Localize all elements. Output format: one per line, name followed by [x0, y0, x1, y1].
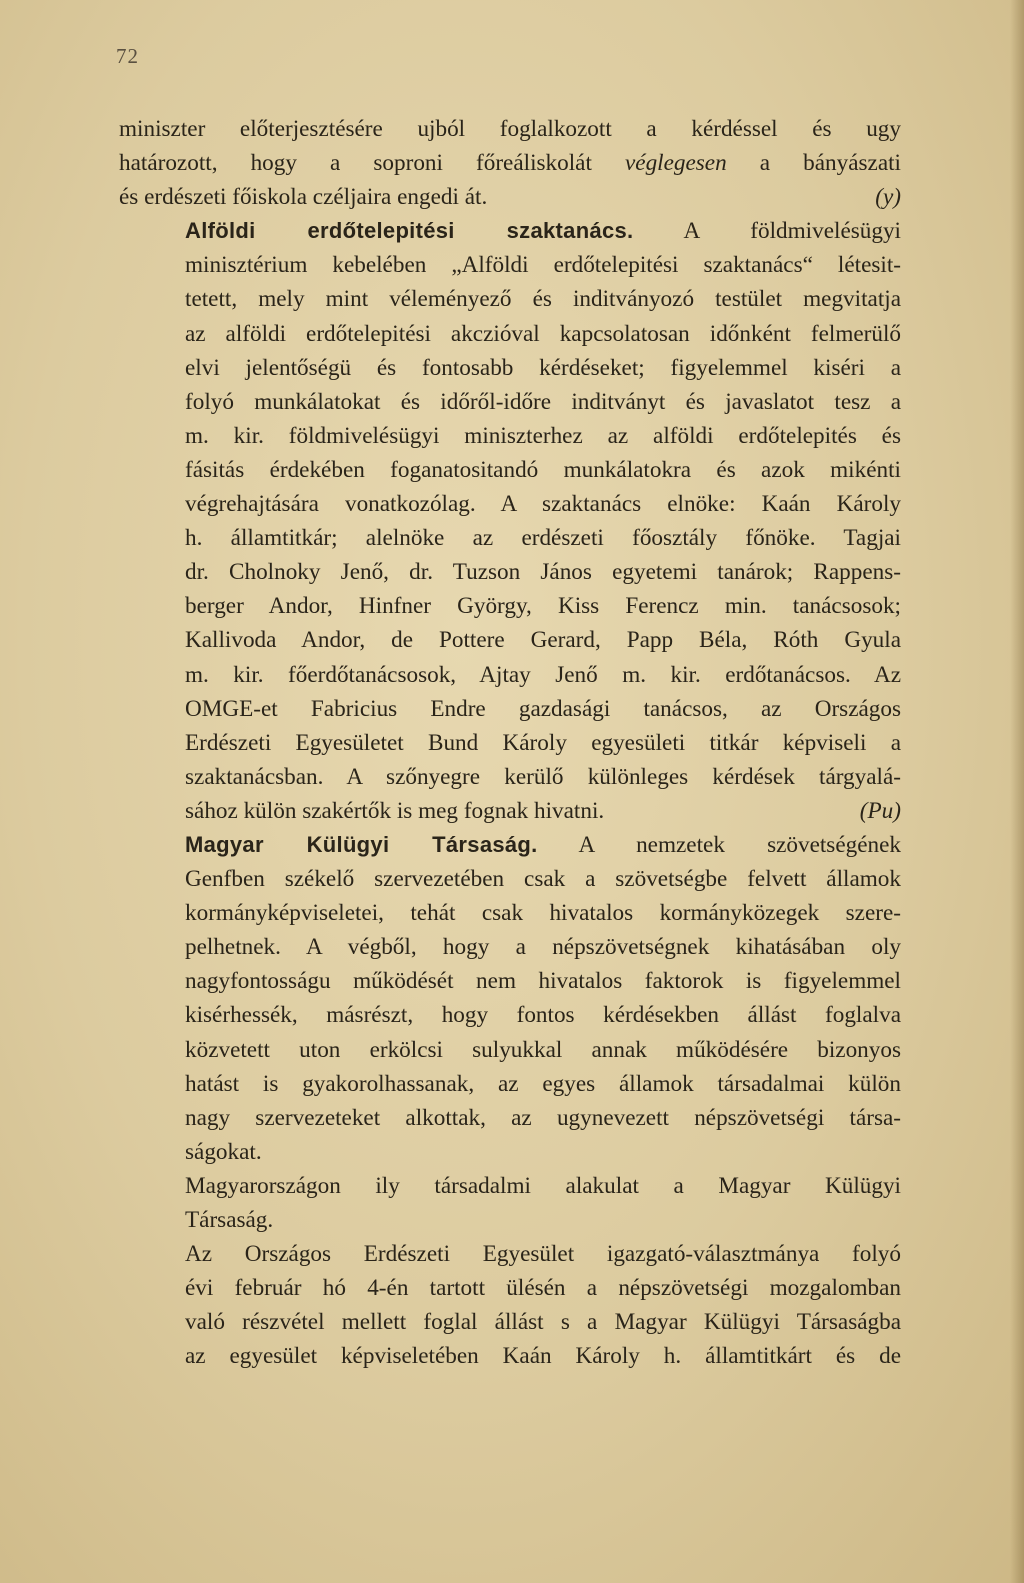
text-line: [119, 1271, 901, 1305]
line-text: nagyfontosságu működését nem hivatalos faktorok is figyelemmel: [185, 968, 901, 995]
text-line: [119, 1203, 901, 1237]
line-text: az alföldi erdőtelepitési akczióval kapcsolatosan időnként felmerülő: [185, 320, 901, 347]
line-text: ságokat.: [185, 1138, 262, 1165]
line-text: Társaság.: [185, 1207, 274, 1233]
line-text: nagy szervezeteket alkottak, az ugynevezett népszövetségi társa-: [185, 1104, 901, 1131]
section-heading: Magyar Külügyi Társaság.: [185, 831, 538, 857]
author-signature: (Pu): [859, 797, 901, 824]
text-line: [119, 760, 901, 794]
line-text: berger Andor, Hinfner György, Kiss Ferencz min. tanácsosok;: [185, 593, 901, 620]
line-text: szaktanácsban. A szőnyegre kerülő különleges kérdések tárgyalá-: [185, 763, 901, 790]
text-line: [119, 964, 901, 998]
line-text: folyó munkálatokat és időről-időre inditványt és javaslatot tesz a: [185, 388, 901, 415]
line-text: minisztérium kebelében „Alföldi erdőtelepitési szaktanács“ létesit-: [185, 252, 901, 279]
line-text: OMGE-et Fabricius Endre gazdasági tanácsos, az Országos: [185, 695, 901, 722]
text-line: [119, 453, 901, 487]
author-signature: (y): [875, 184, 901, 211]
line-text: elvi jelentőségü és fontosabb kérdéseket; figyelemmel kiséri a: [185, 354, 901, 381]
text-line: [119, 487, 901, 521]
text-line: [119, 1237, 901, 1271]
section-heading: Alföldi erdőtelepitési szaktanács.: [185, 218, 634, 244]
text-line: [119, 1169, 901, 1203]
line-text: pelhetnek. A végből, hogy a népszövetségnek kihatásában oly: [185, 934, 901, 961]
text-line: [119, 521, 901, 555]
text-line: [119, 146, 901, 180]
text-line: [119, 692, 901, 726]
line-text: az egyesület képviseletében Kaán Károly h. államtitkárt és de: [185, 1343, 901, 1370]
line-text: miniszter előterjesztésére ujból foglalkozott a kérdéssel és ugy: [119, 116, 901, 142]
text-line: [119, 896, 901, 930]
line-text: sához külön szakértők is meg fognak hivatni.: [185, 797, 605, 824]
line-text: Erdészeti Egyesületet Bund Károly egyesületi titkár képviseli a: [185, 729, 901, 756]
text-line: [119, 1339, 901, 1373]
paragraph-p5: [119, 1237, 901, 1373]
text-line: [119, 1101, 901, 1135]
text-line: [119, 317, 901, 351]
text-line: [119, 112, 901, 146]
text-line: [119, 248, 901, 282]
paragraph-p2: [119, 214, 901, 828]
body-text: [119, 112, 901, 1373]
text-line: [119, 555, 901, 589]
text-line: [119, 419, 901, 453]
line-text: m. kir. földmivelésügyi miniszterhez az alföldi erdőtelepités és: [185, 422, 901, 449]
text-line: [119, 1305, 901, 1339]
line-text: A földmivelésügyi: [633, 218, 901, 245]
line-text: kormányképviseletei, tehát csak hivatalos kormányközegek szere-: [185, 900, 901, 927]
text-line: [119, 726, 901, 760]
text-line: [119, 794, 901, 828]
paragraph-p3: [119, 828, 901, 1169]
line-text: dr. Cholnoky Jenő, dr. Tuzson János egyetemi tanárok; Rappens-: [185, 559, 901, 586]
line-text: h. államtitkár; alelnöke az erdészeti főosztály főnöke. Tagjai: [185, 525, 901, 552]
line-text: határozott, hogy a soproni főreáliskolát: [119, 150, 625, 177]
text-line: [119, 1135, 901, 1169]
line-text: Magyarországon ily társadalmi alakulat a Magyar Külügyi: [185, 1172, 901, 1199]
text-line: [119, 828, 901, 862]
text-line: [119, 589, 901, 623]
line-text: kisérhessék, másrészt, hogy fontos kérdésekben állást foglalva: [185, 1002, 901, 1029]
paragraph-p1: [119, 112, 901, 214]
line-text: a bányászati: [726, 150, 901, 177]
text-line: [119, 658, 901, 692]
line-text: tetett, mely mint véleményező és inditványozó testület megvitatja: [185, 286, 901, 313]
text-line: [119, 180, 901, 214]
line-text: és erdészeti főiskola czéljaira engedi át.: [119, 184, 488, 211]
text-line: [119, 862, 901, 896]
line-text: m. kir. főerdőtanácsosok, Ajtay Jenő m. kir. erdőtanácsos. Az: [185, 661, 901, 688]
line-text: évi február hó 4-én tartott ülésén a népszövetségi mozgalomban: [185, 1275, 901, 1302]
line-text: Az Országos Erdészeti Egyesület igazgató-választmánya folyó: [185, 1241, 901, 1268]
emphasis-text: véglegesen: [624, 150, 727, 177]
text-line: [119, 385, 901, 419]
text-line: [119, 930, 901, 964]
line-text: hatást is gyakorolhassanak, az egyes államok társadalmai külön: [185, 1070, 901, 1097]
text-line: [119, 998, 901, 1032]
line-text: Kallivoda Andor, de Pottere Gerard, Papp Béla, Róth Gyula: [185, 627, 901, 654]
paragraph-p4: [119, 1169, 901, 1237]
text-line: [119, 214, 901, 248]
line-text: fásitás érdekében foganatositandó munkálatokra és azok mikénti: [185, 456, 901, 483]
line-text: Genfben székelő szervezetében csak a szövetségbe felvett államok: [185, 866, 901, 893]
text-line: [119, 282, 901, 316]
page-edge-shadow: [1010, 0, 1024, 1583]
text-line: [119, 351, 901, 385]
text-line: [119, 1067, 901, 1101]
page-number: 72: [116, 44, 139, 68]
line-text: végrehajtására vonatkozólag. A szaktanács elnöke: Kaán Károly: [185, 491, 901, 518]
text-line: [119, 1033, 901, 1067]
text-line: [119, 623, 901, 657]
line-text: A nemzetek szövetségének: [537, 831, 901, 858]
line-text: közvetett uton erkölcsi sulyukkal annak működésére bizonyos: [185, 1036, 901, 1063]
line-text: való részvétel mellett foglal állást s a Magyar Külügyi Társaságba: [185, 1309, 901, 1336]
